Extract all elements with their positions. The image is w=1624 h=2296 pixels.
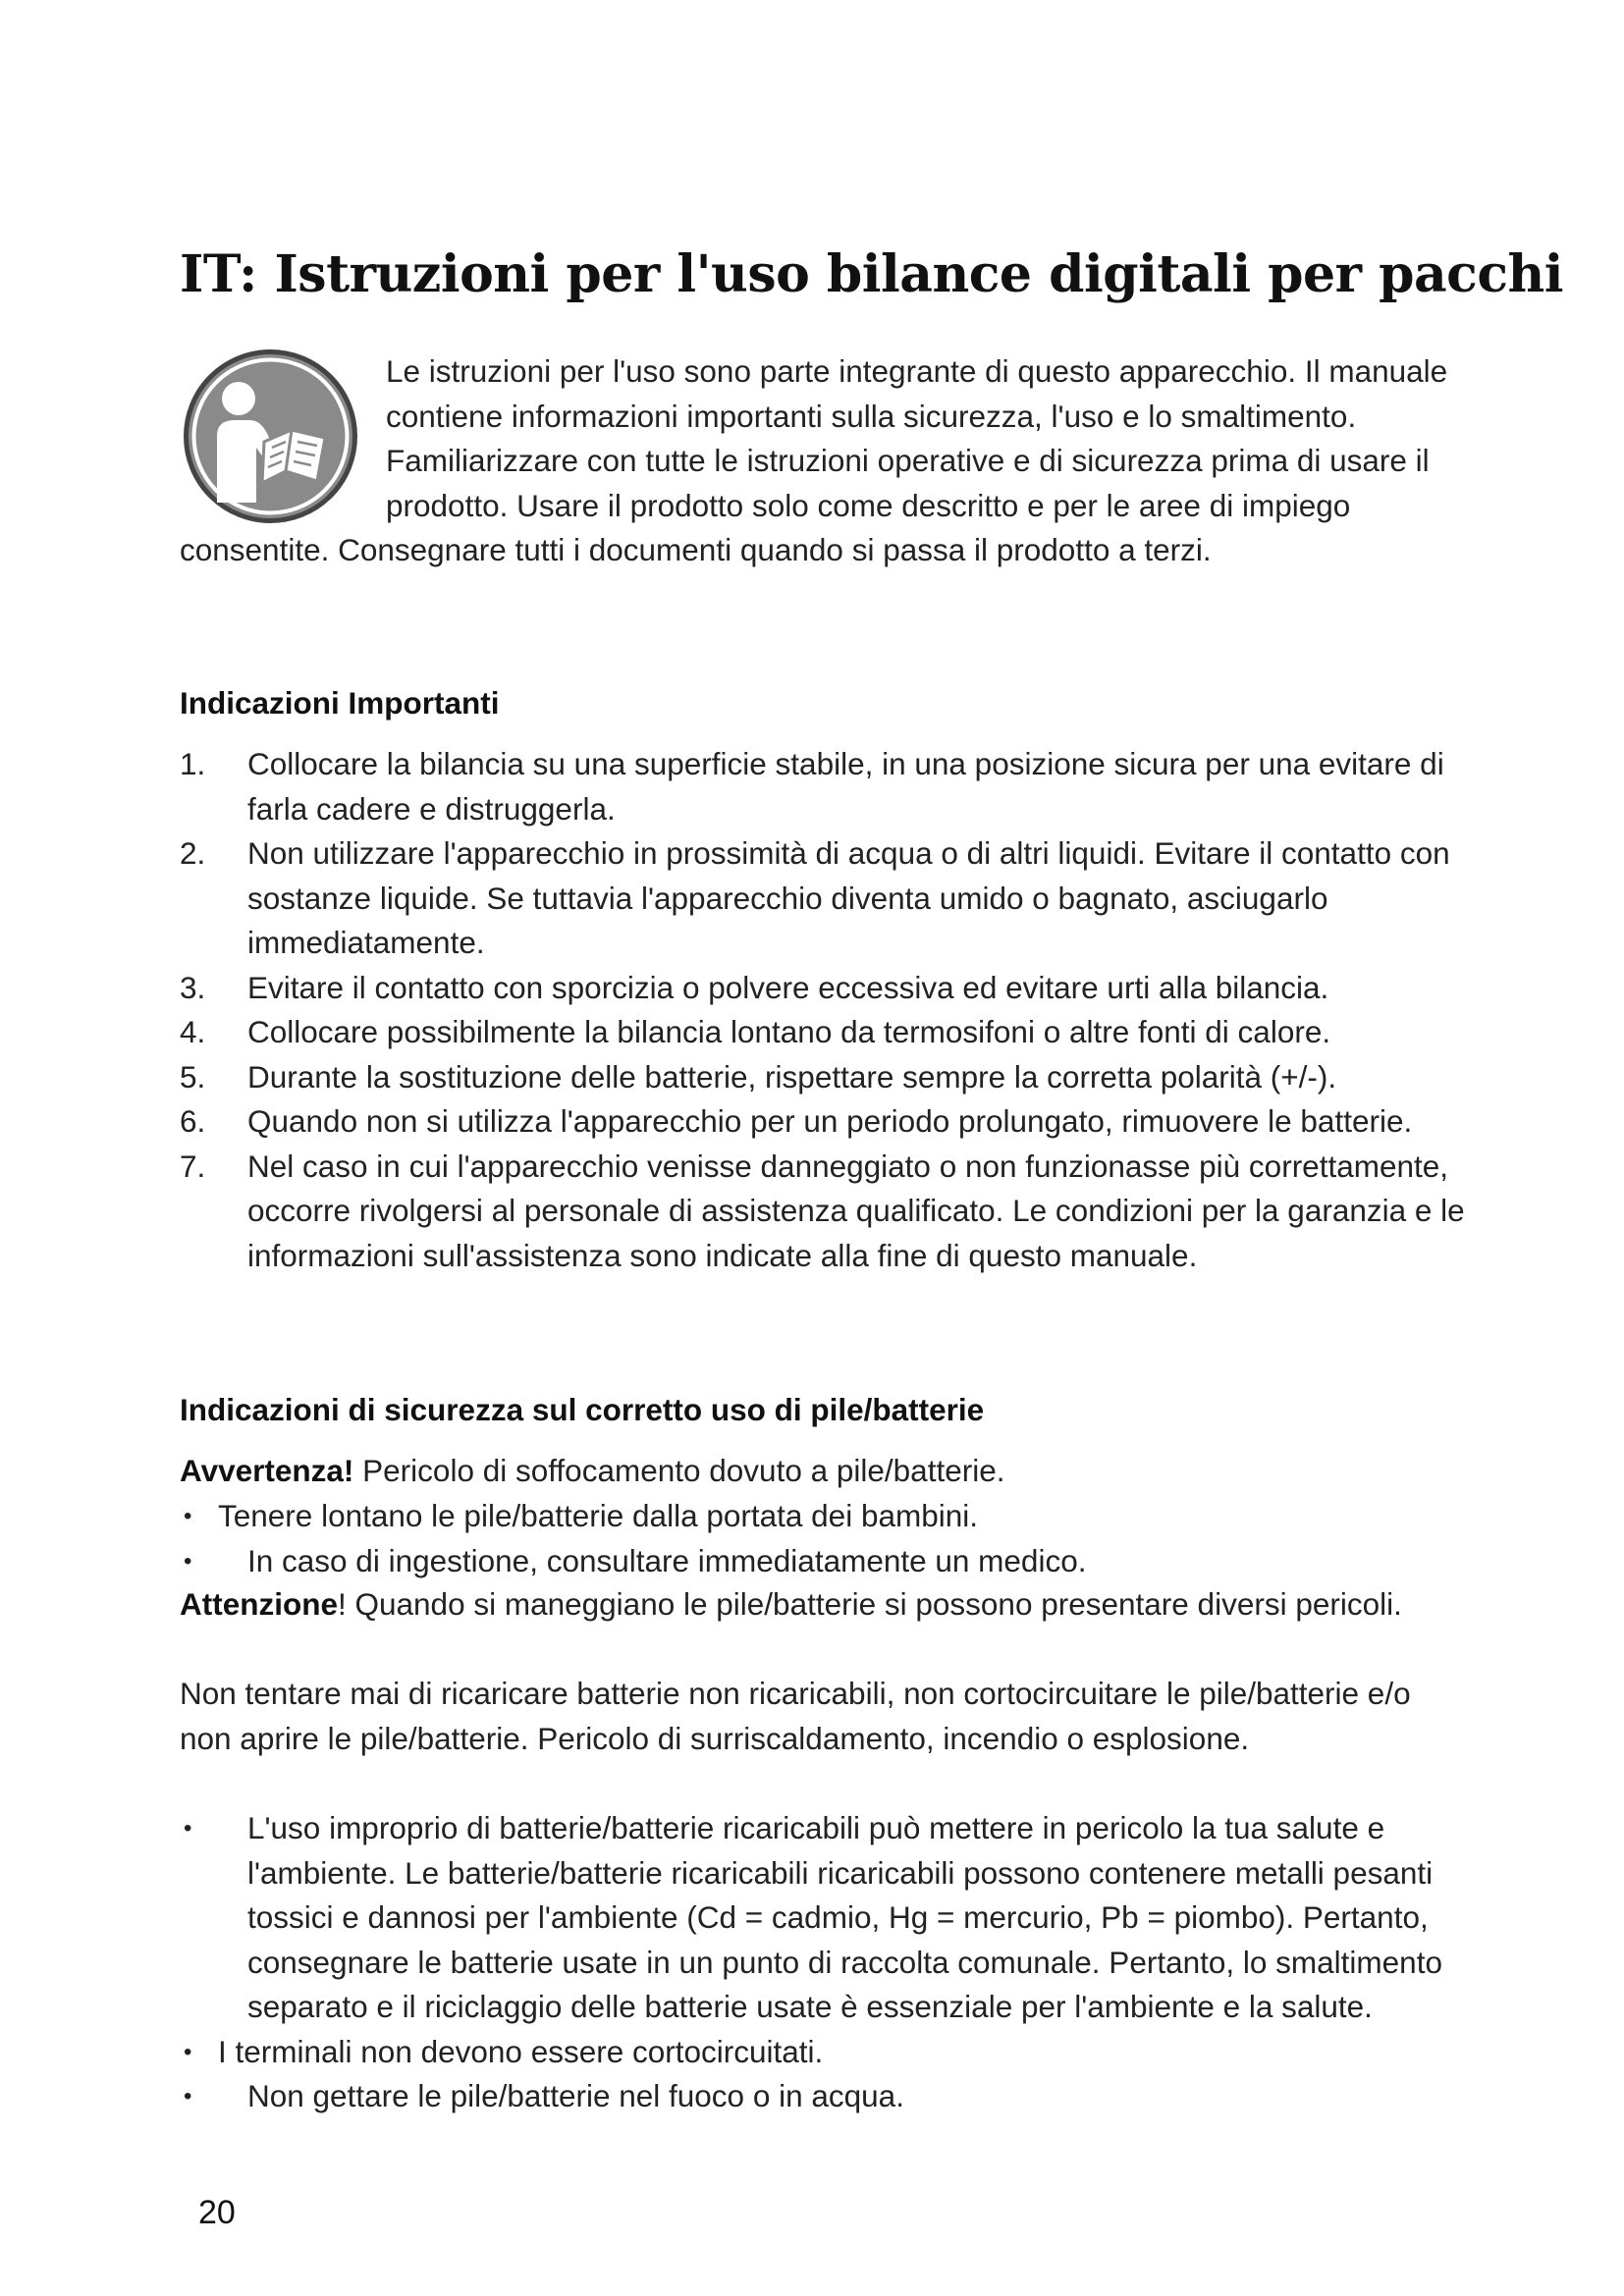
item-text: Collocare la bilancia su una superficie stabile, in una posizione sicura per una evitare di farla cadere e distruggerla. <box>247 746 1444 827</box>
page-title: IT: Istruzioni per l'uso bilance digitali per pacchi <box>180 244 1564 304</box>
bullet-icon: • <box>184 1503 192 1529</box>
item-number: 5. <box>180 1058 206 1095</box>
warning-bullets <box>180 1494 1466 1583</box>
intro-paragraph <box>180 349 1456 573</box>
item-number: 1. <box>180 746 206 781</box>
list-item <box>180 1099 1466 1145</box>
bullet-icon: • <box>184 2038 192 2065</box>
list-item <box>180 1055 1466 1100</box>
attention-paragraph <box>180 1582 1466 1628</box>
warning-text: Pericolo di soffocamento dovuto a pile/batterie. <box>353 1453 1005 1488</box>
list-item <box>180 1806 1466 2030</box>
list-item <box>180 1145 1466 1279</box>
attention-label: Attenzione <box>180 1586 338 1622</box>
bullet-icon: • <box>184 1547 192 1575</box>
item-text: Durante la sostituzione delle batterie, rispettare sempre la corretta polarità (+/-). <box>247 1058 1337 1095</box>
page-number: 20 <box>198 2194 236 2231</box>
list-item <box>180 831 1466 966</box>
bullet-text: I terminali non devono essere cortocircuitati. <box>218 2033 824 2069</box>
intro-text: Le istruzioni per l'uso sono parte integrante di questo apparecchio. Il manuale contiene informazioni importanti sulla sicurezza, l'uso e lo smaltimento. Familiarizzare con tutte le istruzioni operative e di sicurezza prima di usare il prodotto. Usare il prodotto solo come descritto e per le aree di impiego consentite. Consegnare tutti i documenti quando si passa il prodotto a terzi. <box>180 353 1448 567</box>
bullet-text: Tenere lontano le pile/batterie dalla portata dei bambini. <box>218 1498 979 1533</box>
battery-note: Non tentare mai di ricaricare batterie non ricaricabili, non cortocircuitare le pile/batterie e/o non aprire le pile/batterie. Pericolo di surriscaldamento, incendio o esplosione. <box>180 1676 1411 1756</box>
icon-spacer <box>180 349 386 526</box>
item-number: 6. <box>180 1103 206 1139</box>
bullet-text: In caso di ingestione, consultare immediatamente un medico. <box>247 1542 1087 1578</box>
warning-label: Avvertenza! <box>180 1453 354 1488</box>
item-text: Quando non si utilizza l'apparecchio per un periodo prolungato, rimuovere le batterie. <box>247 1103 1413 1139</box>
heading-important: Indicazioni Importanti <box>180 685 500 721</box>
bullet-icon: • <box>184 1815 192 1842</box>
bullet-icon: • <box>184 2083 192 2109</box>
list-item <box>180 966 1466 1011</box>
battery-bullets <box>180 1806 1466 2119</box>
item-text: Evitare il contatto con sporcizia o polvere eccessiva ed evitare urti alla bilancia. <box>247 969 1329 1005</box>
list-item <box>180 1539 1466 1584</box>
warning-line <box>180 1449 1466 1494</box>
list-item <box>180 2030 1466 2075</box>
item-text: Non utilizzare l'apparecchio in prossimità di acqua o di altri liquidi. Evitare il contatto con sostanze liquide. Se tuttavia l'apparecchio diventa umido o bagnato, asciugarlo immediatamente. <box>247 835 1450 960</box>
list-item <box>180 742 1466 831</box>
item-text: Collocare possibilmente la bilancia lontano da termosifoni o altre fonti di calore. <box>247 1014 1331 1049</box>
attention-text: ! Quando si maneggiano le pile/batterie si possono presentare diversi pericoli. <box>338 1586 1402 1622</box>
list-item <box>180 1494 1466 1539</box>
list-item <box>180 1010 1466 1055</box>
bullet-text: Non gettare le pile/batterie nel fuoco o in acqua. <box>247 2078 904 2113</box>
list-item <box>180 2074 1466 2119</box>
heading-battery-safety: Indicazioni di sicurezza sul corretto uso di pile/batterie <box>180 1392 985 1427</box>
item-number: 7. <box>180 1148 206 1184</box>
item-number: 2. <box>180 835 206 871</box>
item-number: 3. <box>180 969 206 1005</box>
bullet-text: L'uso improprio di batterie/batterie ricaricabili può mettere in pericolo la tua salute e l'ambiente. Le batterie/batterie ricaricabili ricaricabili possono contenere metalli pesanti tossici e dannosi per l'ambiente (Cd = cadmio, Hg = mercurio, Pb = piombo). Pertanto, consegnare le batterie usate in un punto di raccolta comunale. Pertanto, lo smaltimento separato e il riciclaggio delle batterie usate è essenziale per l'ambiente e la salute. <box>247 1810 1442 2024</box>
item-text: Nel caso in cui l'apparecchio venisse danneggiato o non funzionasse più correttamente, occorre rivolgersi al personale di assistenza qualificato. Le condizioni per la garanzia e le informazioni sull'assistenza sono indicate alla fine di questo manuale. <box>247 1148 1465 1273</box>
item-number: 4. <box>180 1014 206 1049</box>
important-list <box>180 742 1466 1278</box>
